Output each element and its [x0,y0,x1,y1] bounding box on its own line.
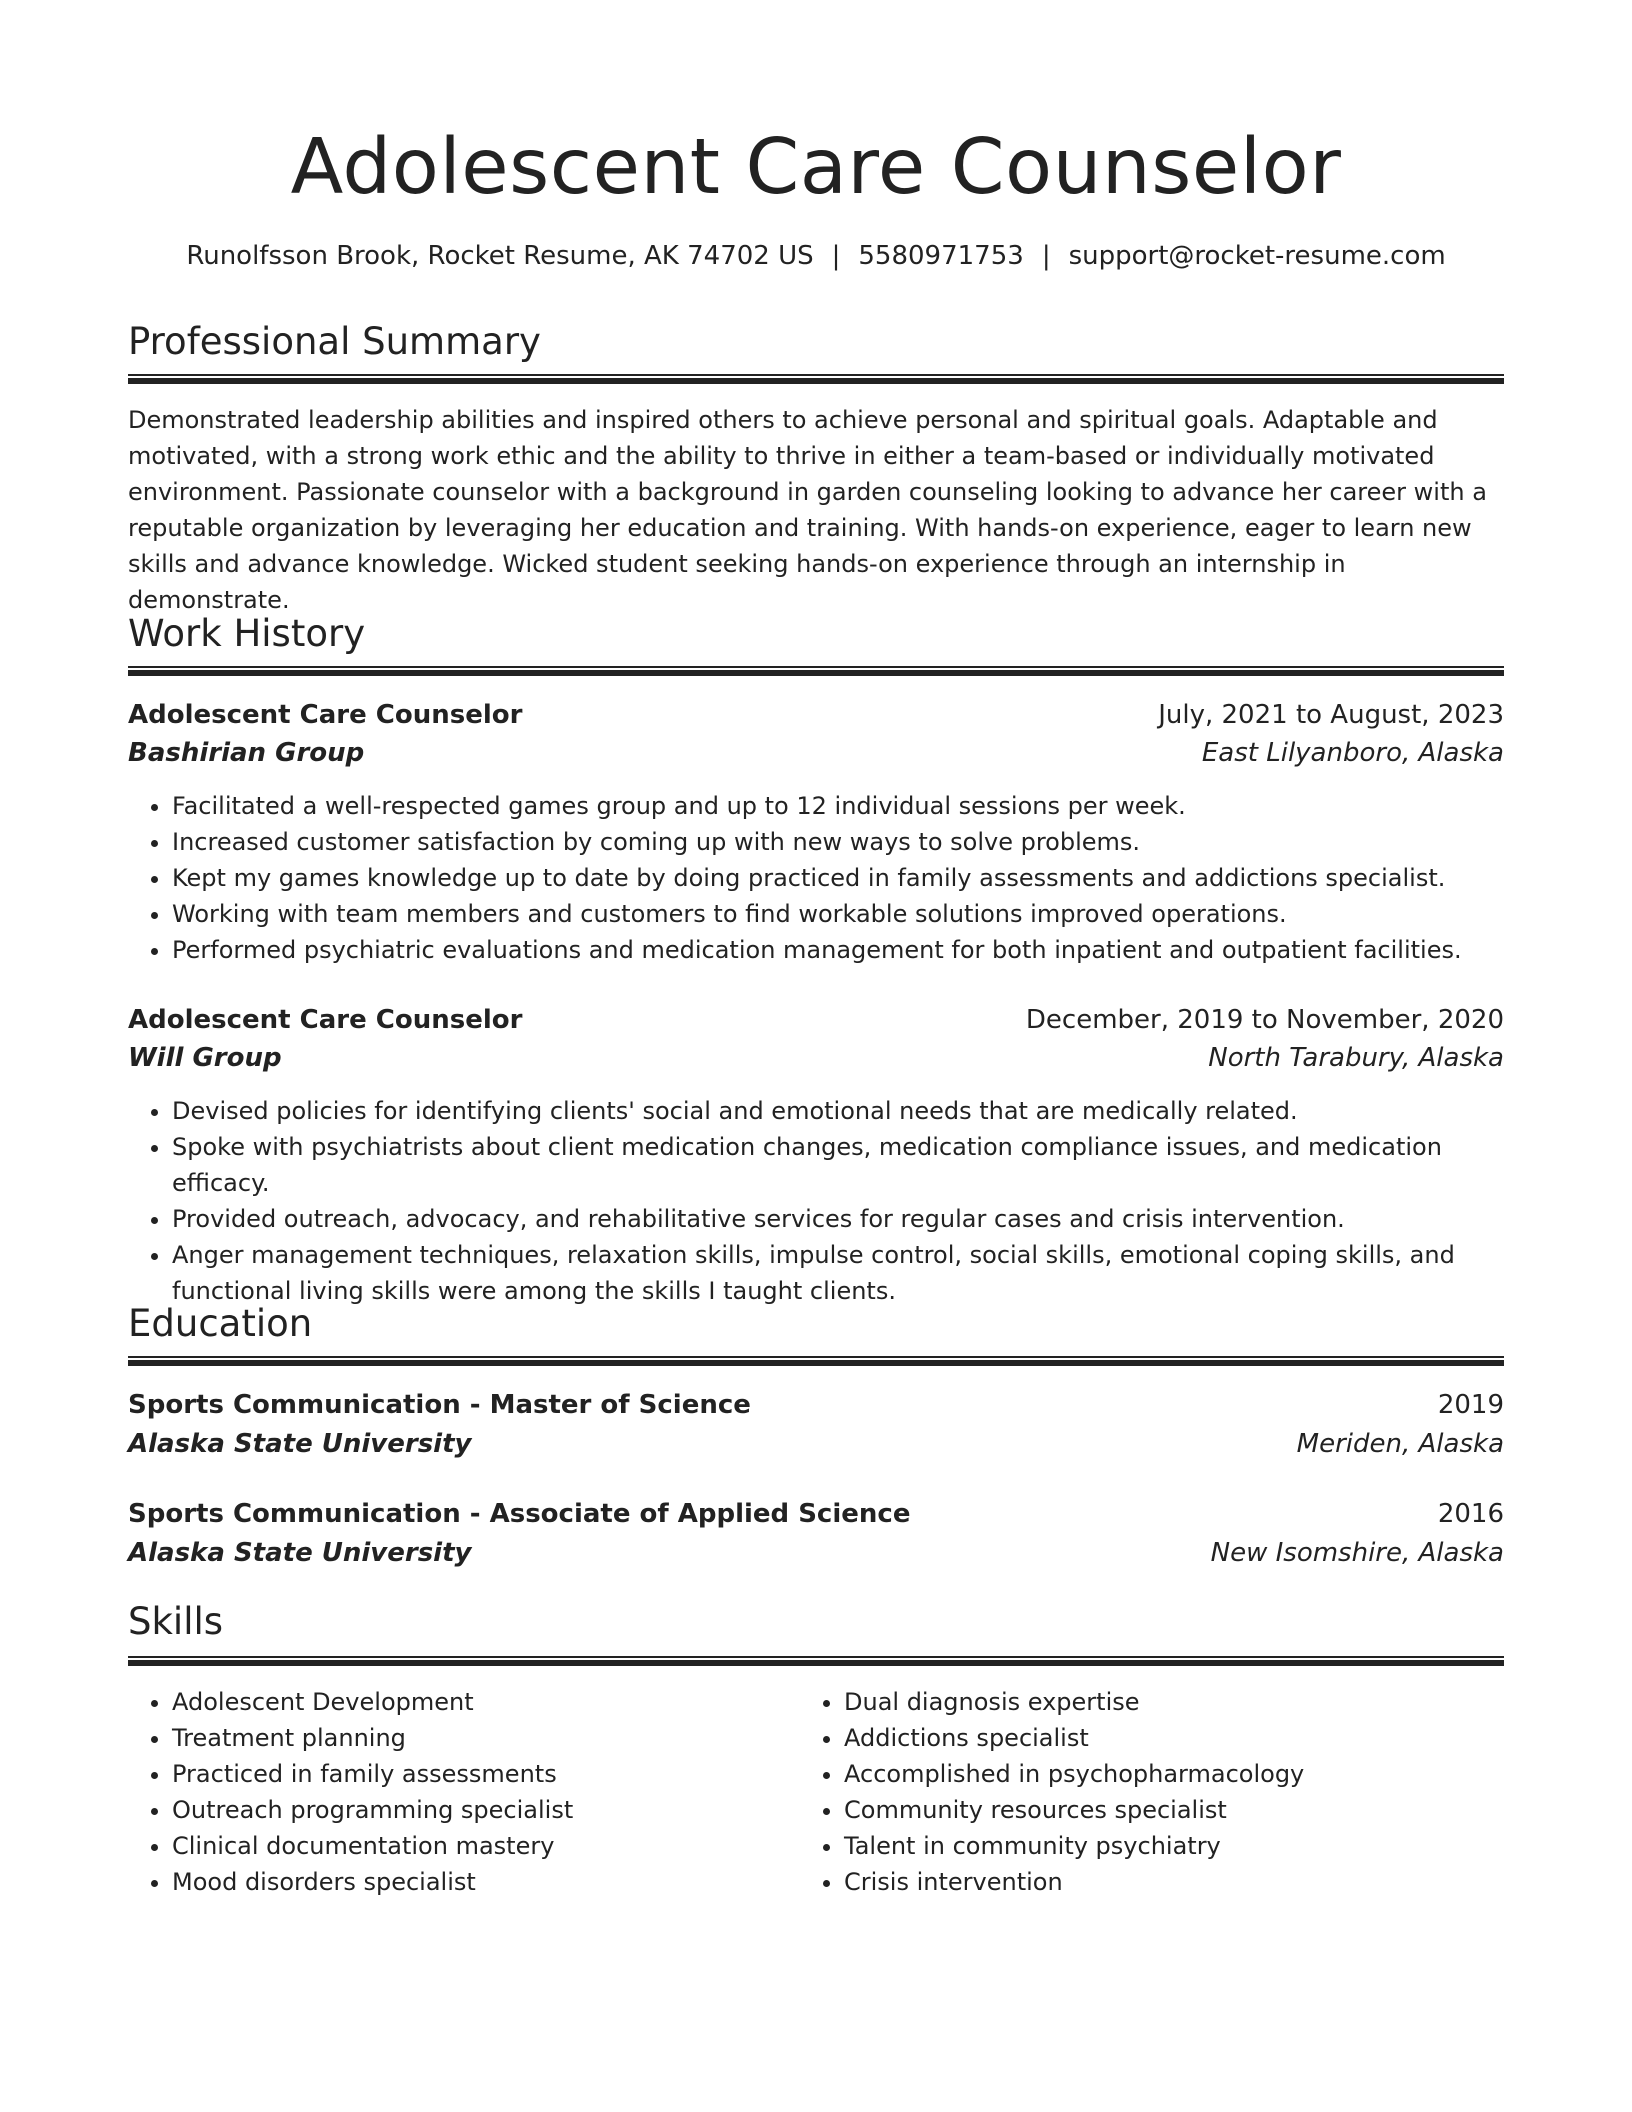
education-subheader [128,1534,1504,1572]
skills-list-left [128,1684,788,1900]
education-school: Alaska State University [128,1538,472,1568]
skill-item: • Dual diagnosis expertise [844,1684,1500,1720]
job-bullet: • Increased customer satisfaction by coming up with new ways to solve problems. [172,824,1504,860]
contact-line [0,238,1632,274]
section-rule [128,666,1504,676]
job-bullet: • Performed psychiatric evaluations and medication management for both inpatient and outpatient facilities. [172,932,1504,968]
education-header [128,1386,1504,1424]
skill-item: • Mood disorders specialist [172,1864,788,1900]
education-school: Alaska State University [128,1429,472,1459]
skill-item: • Outreach programming specialist [172,1792,788,1828]
contact-email: support@rocket-resume.com [1068,241,1446,271]
section-rule [128,1356,1504,1366]
contact-separator: | [831,241,841,271]
job-bullet: • Kept my games knowledge up to date by doing practiced in family assessments and addictions specialist. [172,860,1504,896]
education-degree: Sports Communication - Master of Science [128,1390,751,1420]
education-location: New Isomshire, Alaska [1210,1538,1504,1568]
job-position: Adolescent Care Counselor [128,1005,523,1035]
skill-item: • Community resources specialist [844,1792,1500,1828]
job-location: North Tarabury, Alaska [1208,1043,1504,1073]
job-bullets [128,1093,1504,1309]
section-title-skills: Skills [128,1600,224,1643]
job-subheader [128,1039,1504,1077]
skills-list-right [800,1684,1500,1900]
candidate-name: Adolescent Care Counselor [290,123,1342,212]
job-bullet: • Anger management techniques, relaxation skills, impulse control, social skills, emotional coping skills, and functional living skills were among the skills I taught clients. [172,1237,1504,1309]
contact-phone: 5580971753 [858,241,1024,271]
job-header [128,1001,1504,1039]
skill-item: • Practiced in family assessments [172,1756,788,1792]
education-subheader [128,1425,1504,1463]
skill-item: • Adolescent Development [172,1684,788,1720]
education-degree: Sports Communication - Associate of Applied Science [128,1499,911,1529]
job-bullet: • Working with team members and customers to find workable solutions improved operations. [172,896,1504,932]
job-bullets [128,788,1504,968]
job-header [128,696,1504,734]
skill-item: • Treatment planning [172,1720,788,1756]
job-bullet: • Spoke with psychiatrists about client medication changes, medication compliance issues, and medication efficacy. [172,1129,1504,1201]
job-bullet: • Facilitated a well-respected games group and up to 12 individual sessions per week. [172,788,1504,824]
job-location: East Lilyanboro, Alaska [1201,738,1504,768]
section-rule [128,374,1504,384]
section-title-summary: Professional Summary [128,320,541,363]
job-bullet: • Devised policies for identifying clients' social and emotional needs that are medically related. [172,1093,1504,1129]
section-title-work: Work History [128,612,366,655]
summary-text: Demonstrated leadership abilities and inspired others to achieve personal and spiritual goals. Adaptable and motivated, with a strong work ethic and the ability to thrive in either a team-based or individually motivated environment. Passionate counselor with a background in garden counseling looking to advance her career with a reputable organization by leveraging her education and training. With hands-on experience, eager to learn new skills and advance knowledge. Wicked student seeking hands-on experience through an internship in demonstrate. [128,406,1487,614]
education-year: 2016 [1437,1499,1504,1529]
education-year: 2019 [1437,1390,1504,1420]
skill-item: • Clinical documentation mastery [172,1828,788,1864]
job-company: Will Group [128,1043,282,1073]
skill-item: • Talent in community psychiatry [844,1828,1500,1864]
job-dates: December, 2019 to November, 2020 [1025,1005,1504,1035]
job-company: Bashirian Group [128,738,365,768]
section-title-education: Education [128,1302,313,1345]
contact-address: Runolfsson Brook, Rocket Resume, AK 74702 US [186,241,814,271]
contact-separator: | [1041,241,1051,271]
education-header [128,1495,1504,1533]
job-dates: July, 2021 to August, 2023 [1158,700,1504,730]
skill-item: • Crisis intervention [844,1864,1500,1900]
job-position: Adolescent Care Counselor [128,700,523,730]
skill-item: • Accomplished in psychopharmacology [844,1756,1500,1792]
job-subheader [128,734,1504,772]
education-location: Meriden, Alaska [1296,1429,1504,1459]
skill-item: • Addictions specialist [844,1720,1500,1756]
job-bullet: • Provided outreach, advocacy, and rehabilitative services for regular cases and crisis intervention. [172,1201,1504,1237]
section-rule [128,1656,1504,1666]
